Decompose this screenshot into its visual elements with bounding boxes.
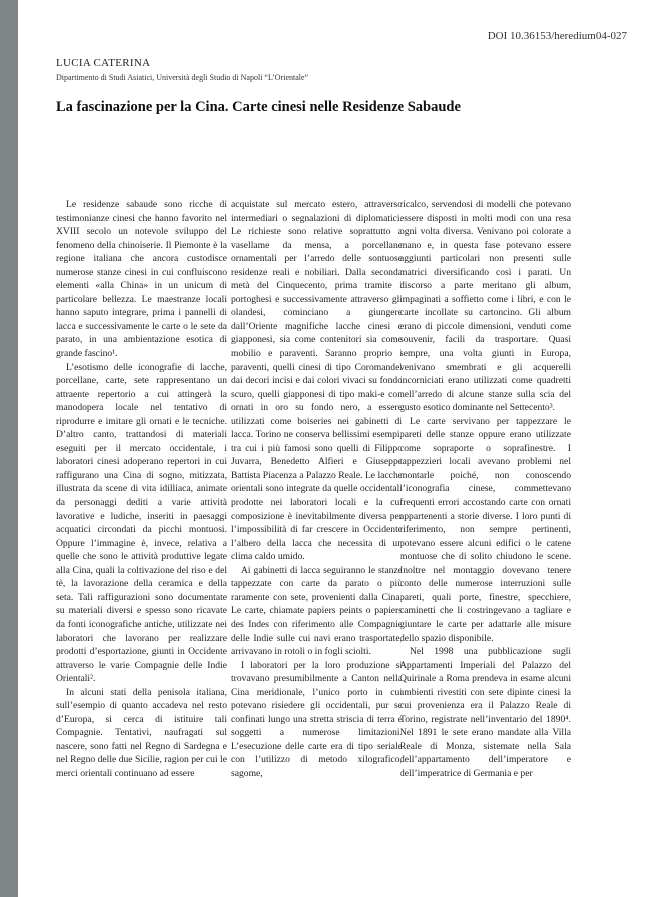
article-title: La fascinazione per la Cina. Carte cinesi nelle Residenze Sabaude xyxy=(56,99,461,115)
paragraph: In alcuni stati della penisola italiana, sull’esempio di quanto accadeva nel resto d’Europa, si cerca di istituire tali Compagnie. Tentativi, naufragati sul nascere, sono fatti nel Regno di Sardegna e nel Regno delle due Sicilie, ragion per cui le merci orientali continuano ad essere xyxy=(56,686,227,779)
author-name: LUCIA CATERINA xyxy=(56,57,151,69)
text-column-3 xyxy=(400,198,571,781)
paragraph: Ai gabinetti di lacca seguiranno le stanze tappezzate con carte da parato o più raramente con sete, provenienti dalla Cina. Le carte, chiamate papiers peints o papiers des Indes con riferimento alle Compagnie delle Indie sulle cui navi erano trasportate, arrivavano in rotoli o in fogli sciolti. xyxy=(231,564,402,658)
text-column-1 xyxy=(56,198,227,781)
author-affiliation: Dipartimento di Studi Asiatici, Università degli Studio di Napoli “L’Orientale” xyxy=(56,73,309,82)
page-side-bar xyxy=(0,0,18,897)
text-column-2 xyxy=(231,198,402,781)
paragraph: acquistate sul mercato estero, attraverso intermediari o segnalazioni di diplomatici. Le richieste sono relative soprattutto a vasellame da mensa, a porcellane ornamentali per l’arredo delle sontuose residenze reali e nobiliari. Dalla seconda metà del Cinquecento, prima tramite i portoghesi e successivamente attraverso gli olandesi, cominciano a giungere dall’Oriente magnifiche lacche cinesi e giapponesi, sia come contenitori sia come mobilio e paraventi. Saranno proprio i paraventi, quelli cinesi di tipo Coromandel dai decori incisi e dai colori vivaci su fondo scuro, quelli giapponesi di tipo maki-e con ornati in oro su fondo nero, a essere utilizzati come boiseries nei gabinetti di lacca. Torino ne conserva bellissimi esempi, tra cui i più famosi sono quelli di Filippo Juvarra, Benedetto Alfieri e Giuseppe Battista Piacenza a Palazzo Reale. Le lacche orientali sono integrate da quelle occidentali prodotte nei laboratori locali e la cui composizione è inevitabilmente diversa per l’impossibilità di far crescere in Occidente l’albero della lacca che necessita di un clima caldo umido. xyxy=(231,199,402,563)
doi-label[interactable]: DOI 10.36153/heredium04-027 xyxy=(487,30,627,42)
paragraph: L’esotismo delle iconografie di lacche, porcellane, carte, sete rappresentano un attraente repertorio a cui attingerà la manodopera locale nel tentativo di riprodurre e imitare gli ornati e le tecniche. D’altro canto, trattandosi di materiali eseguiti per il mercato occidentale, i laboratori cinesi adoperano repertori in cui raffigurano una Cina di sogno, mitizzata, illustrata da scene di vita idilliaca, animate da personaggi dediti a varie attività lavorative e ludiche, inseriti in paesaggi acquatici circondati da picchi montuosi. Oppure l’immagine è, invece, relativa a quelle che sono le attività produttive legate alla Cina, quali la coltivazione del riso e del tè, la lavorazione della ceramica e della seta. Tali raffigurazioni sono documentate su materiali diversi e spesso sono ricavate da fonti iconografiche antiche, utilizzate nei laboratori che lavorano per realizzare prodotti d’esportazione, giunti in Occidente attraverso le varie Compagnie delle Indie Orientali². xyxy=(56,361,227,685)
paragraph: I laboratori per la loro produzione si trovavano presumibilmente a Canton nella Cina meridionale, l’unico porto in cui potevano risiedere gli occidentali, pur se confinati lungo una stretta striscia di terra e soggetti a numerose limitazioni. L’esecuzione delle carte era di tipo seriale con l’utilizzo di metodo xilografico, sagome, xyxy=(231,659,402,779)
paragraph: ricalco, servendosi di modelli che potevano essere disposti in molti modi con una resa ogni volta diversa. Venivano poi colorate a mano e, in questa fase potevano essere aggiunti particolari non presenti sulle matrici diversificando così i parati. Un discorso a parte meritano gli album, impaginati a soffietto come i libri, e con le carte incollate su cartoncino. Gli album erano di piccole dimensioni, venduti come souvenir, facili da trasportare. Quasi sempre, una volta giunti in Europa, venivano smembrati e gli acquerelli incorniciati erano utilizzati come quadretti nell’arredo di alcune stanze sulla scia del gusto esotico dominante nel Settecento³. xyxy=(400,199,571,414)
paragraph: Le carte servivano per tappezzare le pareti delle stanze oppure erano utilizzate come sopraporte o soprafinestre. I tappezzieri locali avevano problemi nel montarle poiché, non conoscendo l’iconografia cinese, commettevano frequenti errori accostando carte con ornati appartenenti a storie diverse. I loro punti di riferimento, non sempre pertinenti, potevano essere alcuni edifici o le catene montuose che di solito chiudono le scene. Inoltre nel montaggio dovevano tenere conto delle numerose interruzioni sulle pareti, quali porte, finestre, specchiere, caminetti che li costringevano a tagliare e giuntare le carte per adattarle alle misure dello spazio disponibile. xyxy=(400,415,571,644)
paragraph: Le residenze sabaude sono ricche di testimonianze cinesi che hanno favorito nel XVIII secolo un notevole sviluppo del fenomeno della chinoiserie. Il Piemonte è la regione italiana che ancora custodisce numerose stanze cinesi in cui confluiscono elementi «alla China» in un unicum di particolare bellezza. Le maestranze locali hanno saputo integrare, prima i pannelli di lacca e successivamente le carte o le sete da parato, in una ambientazione esotica di grande fascino¹. xyxy=(56,199,227,360)
paragraph: Nel 1998 una pubblicazione sugli Appartamenti Imperiali del Palazzo del Quirinale a Roma prendeva in esame alcuni ambienti rivestiti con sete dipinte cinesi la cui provenienza era il Palazzo Reale di Torino, registrate nell’inventario del 1890⁴. Nel 1891 le sete erano mandate alla Villa Reale di Monza, sistemate nella Sala dell’appartamento dell’imperatore e dell’imperatrice di Germania e per xyxy=(400,646,571,779)
